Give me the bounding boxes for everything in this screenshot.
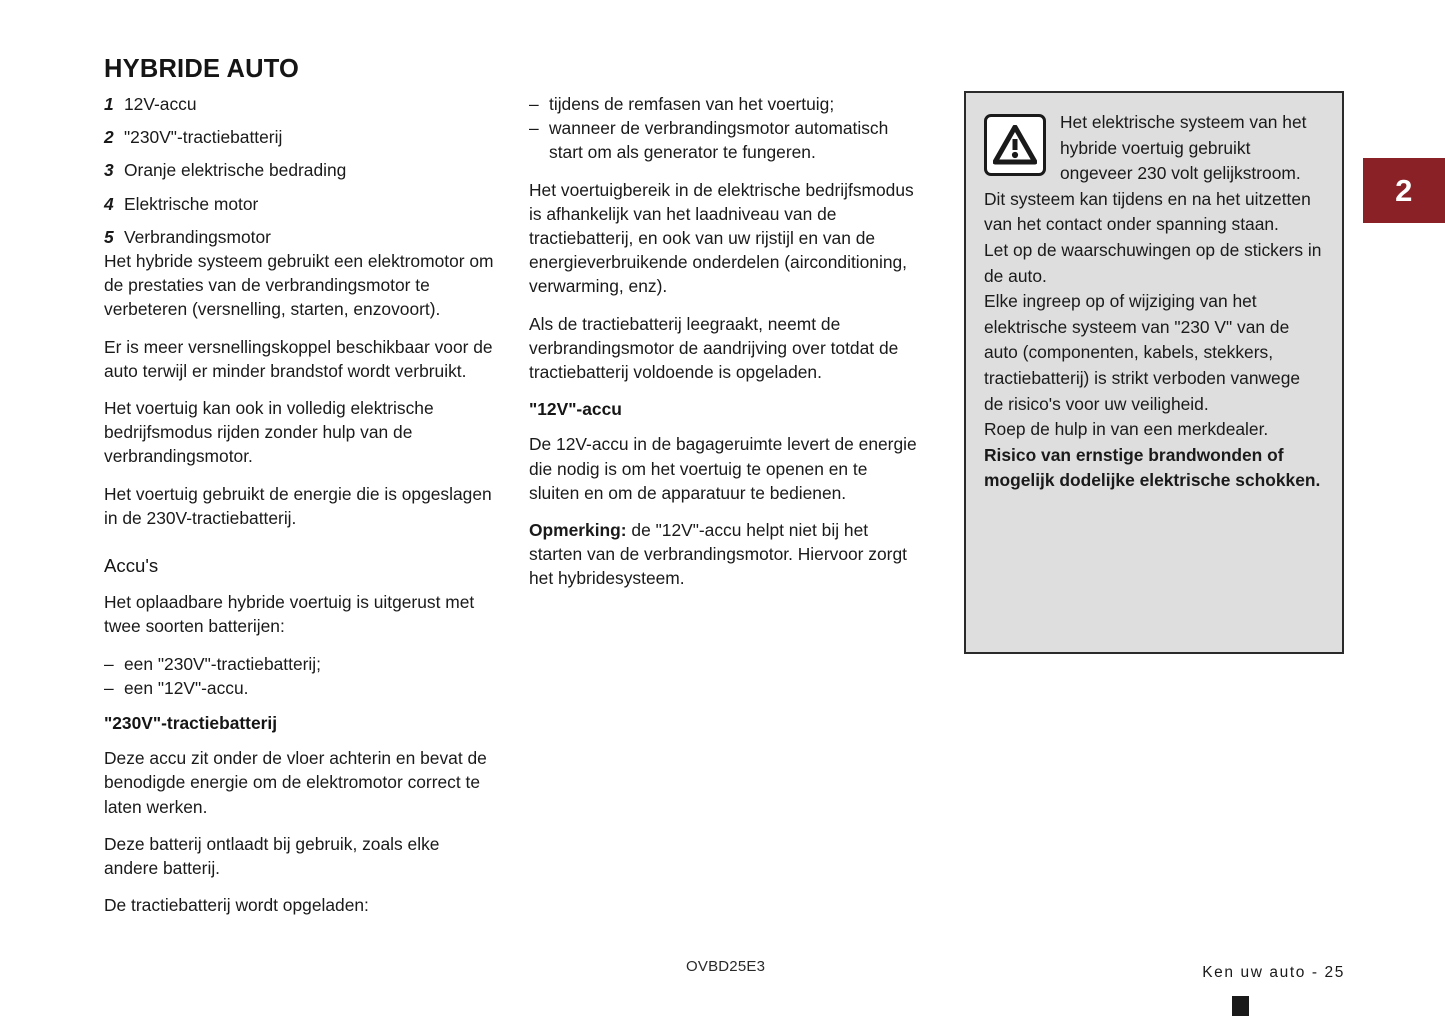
- list-item: [529, 92, 921, 116]
- note-label: Opmerking:: [529, 520, 627, 541]
- paragraph: Deze accu zit onder de vloer achterin en bevat de benodigde energie om de elektromotor correct te laten werken.: [104, 748, 487, 817]
- list-item: [104, 652, 496, 676]
- warning-paragraph: Het elektrische systeem van het hybride voertuig gebruikt ongeveer 230 volt gelijkstroom.: [1060, 112, 1307, 184]
- paragraph: Deze batterij ontlaadt bij gebruik, zoals elke andere batterij.: [104, 833, 440, 879]
- column-left: [104, 92, 496, 930]
- dash-bullet: –: [529, 94, 539, 114]
- paragraph: Het voertuig gebruikt de energie die is opgeslagen in de 230V-tractiebatterij.: [104, 483, 492, 528]
- paragraph: De 12V-accu in de bagageruimte levert de energie die nodig is om het voertuig te openen en te sluiten en om de apparatuur te bedienen.: [529, 434, 917, 503]
- warning-paragraph: Roep de hulp in van een merkdealer.: [984, 419, 1269, 440]
- paragraph: Het oplaadbare hybride voertuig is uitgerust met twee soorten batterijen:: [104, 592, 475, 637]
- list-item: [529, 116, 921, 164]
- document-code: OVBD25E3: [686, 958, 766, 975]
- list-item: [104, 158, 496, 182]
- dash-bullet: –: [104, 677, 114, 698]
- paragraph: Het voertuig kan ook in volledig elektrische bedrijfsmodus rijden zonder hulp van de verbrandingsmotor.: [104, 398, 434, 467]
- column-middle: [529, 92, 921, 604]
- paragraph: Als de tractiebatterij leegraakt, neemt de verbrandingsmotor de aandrijving over totdat de tractiebatterij voldoende is opgeladen.: [529, 313, 899, 383]
- note-text: de "12V"-accu helpt niet bij het starten van de verbrandingsmotor. Hiervoor zorgt het hybridesysteem.: [529, 520, 907, 589]
- legend-label: Verbrandingsmotor: [124, 226, 271, 247]
- chapter-tab-number: 2: [1395, 173, 1413, 208]
- list-item: [104, 225, 496, 249]
- subheading-230v-battery: "230V"-tractiebatterij: [104, 713, 278, 734]
- legend-number: 2: [104, 127, 114, 148]
- legend-label: Oranje elektrische bedrading: [124, 160, 347, 181]
- list-item: [104, 92, 496, 116]
- list-item: [104, 676, 496, 700]
- dash-bullet: –: [104, 653, 114, 674]
- legend-number: 1: [104, 94, 114, 114]
- warning-paragraph: Dit systeem kan tijdens en na het uitzetten van het contact onder spanning staan.: [984, 188, 1311, 235]
- warning-paragraph: Elke ingreep op of wijziging van het elektrische systeem van "230 V" van de auto (componenten, kabels, stekkers, tractiebatterij) is strikt verboden vanwege de risico's voor uw veiligheid.: [984, 291, 1301, 414]
- legend-number: 4: [104, 193, 114, 214]
- paragraph: De tractiebatterij wordt opgeladen:: [104, 895, 369, 916]
- dash-bullet: –: [529, 118, 539, 139]
- warning-triangle-icon: [984, 114, 1046, 176]
- legend-label: Elektrische motor: [124, 193, 259, 214]
- list-item: [104, 125, 496, 149]
- legend-label: "230V"-tractiebatterij: [124, 127, 283, 148]
- list-item: [104, 192, 496, 216]
- list-item-label: tijdens de remfasen van het voertuig;: [549, 94, 835, 114]
- warning-paragraph: Let op de waarschuwingen op de stickers in de auto.: [984, 239, 1322, 286]
- footer-marker-square: [1232, 996, 1249, 1016]
- list-item-label: wanneer de verbrandingsmotor automatisch start om als generator te fungeren.: [549, 118, 889, 163]
- legend-number: 3: [104, 160, 114, 181]
- note-paragraph: [529, 518, 921, 591]
- chapter-tab: [1363, 158, 1445, 223]
- list-item-label: een "12V"-accu.: [124, 677, 249, 698]
- paragraph: Het voertuigbereik in de elektrische bedrijfsmodus is afhankelijk van het laadniveau van de tractiebatterij, en ook van uw rijstijl en van de energieverbruikende onderdelen (airconditioning, verwarming, enz).: [529, 179, 914, 297]
- legend-number: 5: [104, 226, 114, 247]
- subheading-12v-battery: "12V"-accu: [529, 399, 622, 420]
- list-item-label: een "230V"-tractiebatterij;: [124, 653, 321, 674]
- legend-label: 12V-accu: [124, 94, 197, 114]
- paragraph: Er is meer versnellingskoppel beschikbaar voor de auto terwijl er minder brandstof wordt verbruikt.: [104, 336, 493, 381]
- paragraph: Het hybride systeem gebruikt een elektromotor om de prestaties van de verbrandingsmotor te verbeteren (versnelling, starten, enzovoort).: [104, 251, 494, 320]
- section-heading-accus: Accu's: [104, 555, 159, 577]
- component-legend-list: [104, 92, 496, 249]
- warning-paragraph-emphasis: Risico van ernstige brandwonden of mogelijk dodelijke elektrische schokken.: [984, 444, 1321, 491]
- warning-callout-box: [964, 91, 1344, 654]
- footer-page-label: Ken uw auto - 25: [1202, 964, 1345, 981]
- page-title: HYBRIDE AUTO: [104, 55, 300, 84]
